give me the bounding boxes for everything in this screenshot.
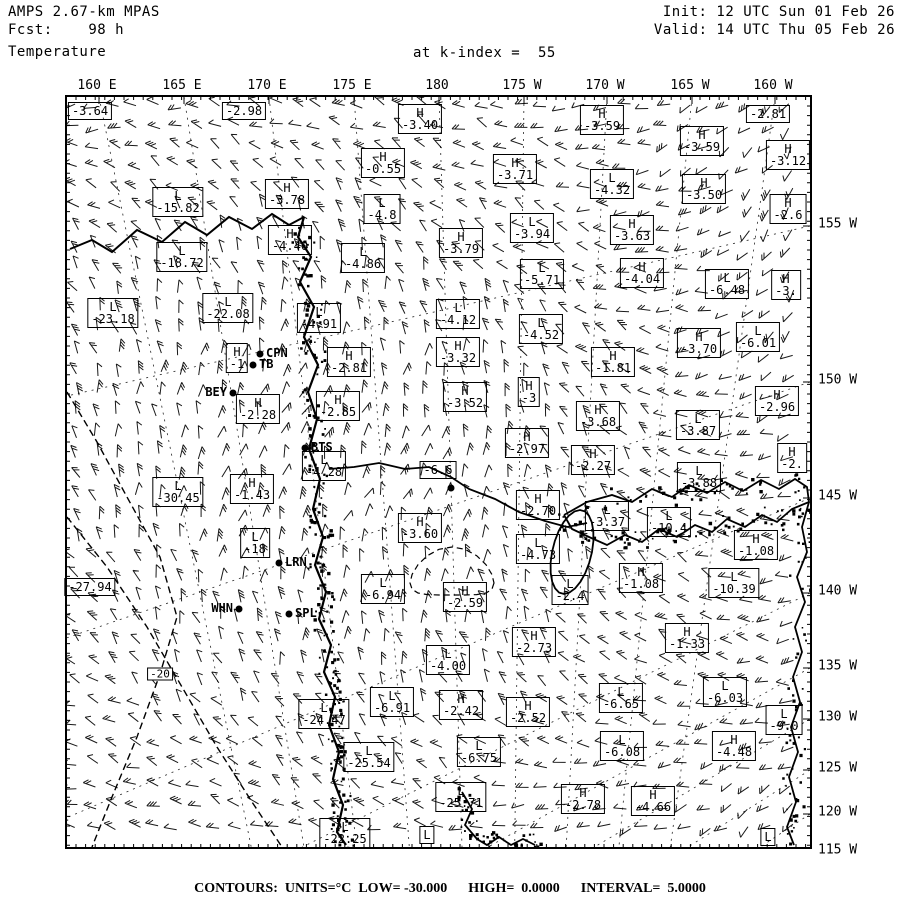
hl-marker-H-10 [265, 179, 309, 209]
marker-value: -2.85 [319, 405, 357, 419]
marker-letter: H [286, 227, 294, 241]
hl-marker-L-42 [676, 410, 720, 440]
hl-marker-H-60 [443, 582, 487, 612]
hl-marker-H-61 [619, 563, 663, 593]
hl-marker-H-32 [226, 343, 248, 373]
marker-letter: L [178, 244, 186, 258]
hl-marker-L-25 [87, 298, 138, 328]
hl-marker-L-75 [457, 737, 501, 767]
hl-marker-x-46 [420, 461, 457, 479]
hl-marker-L-29 [519, 314, 563, 344]
hl-marker-H-35 [591, 347, 635, 377]
marker-value: -3.78 [268, 193, 306, 207]
marker-value: -10.4 [650, 521, 688, 535]
marker-letter: H [638, 260, 646, 274]
marker-letter: L [754, 324, 762, 338]
marker-value: -6.91 [373, 701, 411, 715]
marker-value: -6.94 [364, 588, 402, 602]
top-axis-label-6: 170 W [585, 78, 625, 93]
hl-marker-H-13 [682, 174, 726, 204]
model-title: AMPS 2.67-km MPAS [8, 4, 160, 20]
hl-marker-H-79 [561, 784, 605, 814]
contour-info-line: CONTOURS: UNITS=°C LOW= -30.000 HIGH= 0.0000 INTERVAL= 5.0000 [194, 881, 706, 896]
marker-value: -1.43 [233, 488, 271, 502]
station-dot-7 [448, 485, 455, 492]
hl-marker-L-66 [426, 645, 470, 675]
marker-value: -3.87 [679, 424, 717, 438]
marker-value: -2.42 [442, 704, 480, 718]
marker-letter: L [665, 509, 673, 523]
marker-letter: L [365, 744, 373, 758]
marker-value: -18.72 [160, 256, 204, 270]
marker-value: -3.52 [446, 396, 484, 410]
top-axis-label-0: 160 E [77, 78, 117, 93]
station-label-BTS: BTS [311, 440, 333, 454]
marker-value: -3.50 [685, 188, 723, 202]
right-axis-label-5: 130 W [818, 709, 858, 725]
station-dot-WHN [236, 606, 243, 613]
marker-value: -1.81 [594, 361, 632, 375]
top-axis-label-4: 180 [425, 78, 449, 93]
marker-value: -3.40 [401, 118, 439, 132]
marker-value: -3. [775, 284, 797, 298]
marker-value: -22.08 [206, 307, 250, 321]
hl-marker-L-72 [766, 705, 803, 735]
marker-letter: H [530, 629, 538, 643]
marker-letter: L [528, 215, 536, 229]
marker-letter: L [174, 189, 182, 203]
hl-marker-H-2 [398, 104, 442, 134]
marker-value: -25.54 [347, 756, 391, 770]
hl-marker-L-78 [435, 782, 486, 812]
marker-letter: H [788, 445, 796, 459]
hl-marker-H-24 [771, 270, 801, 300]
field-name: Temperature [8, 44, 107, 60]
hl-marker-H-5 [680, 126, 724, 156]
right-axis-label-0: 155 W [818, 216, 858, 232]
hl-marker-L-31 [736, 322, 780, 352]
hl-marker-L-12 [590, 169, 634, 199]
hl-marker-L-45 [302, 451, 346, 481]
marker-letter: H [773, 388, 781, 402]
hl-marker-L-17 [341, 243, 385, 273]
station-dot-LRN [276, 560, 283, 567]
right-axis-label-3: 140 W [818, 583, 858, 599]
marker-value: -1.08 [737, 544, 775, 558]
right-axis-label-1: 150 W [818, 372, 858, 388]
hl-marker-H-39 [236, 394, 280, 424]
marker-letter: H [784, 142, 792, 156]
marker-value: -4.8 [367, 208, 397, 222]
marker-value: -4.91 [300, 317, 338, 331]
marker-value: -4.66 [634, 800, 672, 814]
marker-value: -2.6 [773, 208, 803, 222]
marker-value: -1.08 [622, 577, 660, 591]
marker-value: -3.79 [442, 242, 480, 256]
contour-label-0: -20 [147, 668, 173, 681]
right-axis-label-7: 120 W [818, 804, 858, 820]
marker-value: -2.28 [239, 408, 277, 422]
marker-letter: H [254, 396, 262, 410]
map-plot-area [65, 95, 812, 849]
marker-value: -3.59 [683, 140, 721, 154]
top-axis-label-2: 170 E [247, 78, 287, 93]
station-label-TB: TB [259, 357, 274, 371]
marker-value: -25.71 [439, 796, 483, 810]
marker-value: -3.71 [496, 168, 534, 182]
hl-marker-L-9 [152, 187, 203, 217]
marker-letter: L [174, 479, 182, 493]
marker-letter: L [454, 301, 462, 315]
hl-marker-L-16 [156, 242, 207, 272]
hl-marker-H-68 [439, 690, 483, 720]
hl-marker-x-0 [68, 102, 112, 120]
marker-letter: L [721, 679, 729, 693]
hl-marker-H-37 [443, 382, 487, 412]
marker-value: -3.64 [71, 104, 109, 118]
marker-letter: H [334, 393, 342, 407]
marker-value: -2.52 [509, 711, 547, 725]
hl-marker-L-47 [677, 462, 721, 492]
hl-marker-H-38 [518, 377, 540, 407]
marker-value: -4.48 [715, 745, 753, 759]
hl-marker-H-41 [576, 401, 620, 431]
right-axis-label-6: 125 W [818, 760, 858, 776]
right-axis-label-4: 135 W [818, 658, 858, 674]
marker-letter: H [524, 699, 532, 713]
marker-value: -4.28 [305, 465, 343, 479]
marker-value: -1.33 [668, 637, 706, 651]
marker-letter: H [695, 330, 703, 344]
hl-marker-H-22 [620, 258, 664, 288]
marker-value: -1 [229, 357, 245, 371]
station-dot-TB [250, 362, 257, 369]
station-label-SPL: SPL [295, 606, 317, 620]
marker-value: -4.40 [271, 239, 309, 253]
marker-letter: L [695, 464, 703, 478]
marker-letter: H [379, 150, 387, 164]
marker-value: -18 [244, 542, 266, 556]
marker-letter: L [224, 295, 232, 309]
hl-marker-L-23 [705, 269, 749, 299]
marker-letter: H [461, 584, 469, 598]
hl-marker-L-19 [510, 213, 554, 243]
hl-marker-L-52 [585, 501, 629, 531]
hl-marker-L-11 [364, 194, 401, 224]
marker-letter: H [248, 476, 256, 490]
marker-letter: H [784, 196, 792, 210]
marker-value: -4.12 [439, 313, 477, 327]
marker-letter: H [628, 217, 636, 231]
marker-value: -0.55 [364, 162, 402, 176]
marker-value: -15.82 [156, 201, 200, 215]
marker-letter: H [637, 565, 645, 579]
level-label: at k-index = 55 [413, 45, 556, 61]
hl-marker-L-55 [240, 528, 270, 558]
marker-value: -10.39 [712, 582, 756, 596]
hl-marker-L-70 [599, 683, 643, 713]
marker-value: -6.08 [603, 745, 641, 759]
hl-marker-L-71 [703, 677, 747, 707]
hl-marker-L-73 [298, 699, 349, 729]
marker-letter: L [457, 784, 465, 798]
marker-letter: H [594, 403, 602, 417]
marker-letter: H [700, 176, 708, 190]
top-axis-label-8: 160 W [753, 78, 793, 93]
marker-letter: L [566, 577, 574, 591]
marker-value: -6.01 [739, 336, 777, 350]
hl-marker-H-30 [677, 328, 721, 358]
marker-value: -3.59 [583, 119, 621, 133]
marker-letter: L [608, 171, 616, 185]
marker-value: -4.00 [429, 659, 467, 673]
hl-marker-H-14 [770, 194, 807, 224]
marker-letter: L [315, 305, 323, 319]
marker-letter: L [603, 503, 611, 517]
marker-letter: L [341, 820, 349, 834]
hl-marker-H-15 [268, 225, 312, 255]
marker-value: -5.71 [523, 273, 561, 287]
hl-marker-x-63 [64, 578, 115, 596]
marker-letter: H [233, 345, 241, 359]
hl-marker-L-26 [202, 293, 253, 323]
marker-value: -22.25 [323, 832, 367, 846]
map-marker-layer [67, 97, 810, 847]
marker-letter: H [598, 107, 606, 121]
marker-letter: L [534, 536, 542, 550]
marker-letter: L [320, 701, 328, 715]
top-axis-label-7: 165 W [670, 78, 710, 93]
hl-marker-H-44 [571, 445, 615, 475]
marker-letter: H [649, 788, 657, 802]
forecast-hour: Fcst: 98 h [8, 22, 125, 38]
right-axis-label-8: 115 W [818, 842, 858, 858]
marker-value: -2.4 [555, 589, 585, 603]
marker-value: -6.75 [460, 751, 498, 765]
marker-value: -2.98 [225, 104, 263, 118]
marker-value: -2.27 [574, 459, 612, 473]
marker-value: -24.47 [302, 713, 346, 727]
marker-letter: H [523, 430, 531, 444]
marker-letter: H [730, 733, 738, 747]
hl-marker-H-18 [439, 228, 483, 258]
marker-letter: H [457, 692, 465, 706]
hl-marker-H-51 [516, 490, 560, 520]
hl-marker-L-76 [600, 731, 644, 761]
hl-marker-L-56 [516, 534, 560, 564]
marker-letter: L [378, 196, 386, 210]
station-dot-SPL [286, 611, 293, 618]
marker-letter: H [609, 349, 617, 363]
marker-value: -30.45 [156, 491, 200, 505]
marker-letter: L [730, 570, 738, 584]
marker-value: -6.03 [706, 691, 744, 705]
marker-value: -2.81 [749, 107, 787, 121]
marker-letter: H [416, 106, 424, 120]
marker-value: -4.04 [623, 272, 661, 286]
hl-marker-H-57 [734, 530, 778, 560]
hl-marker-H-40 [755, 386, 799, 416]
marker-value: -9.0 [769, 719, 799, 733]
hl-marker-L-27 [297, 303, 341, 333]
hl-marker-H-65 [665, 623, 709, 653]
marker-value: -3.68 [579, 415, 617, 429]
marker-letter: H [698, 128, 706, 142]
marker-letter: H [511, 156, 519, 170]
hl-marker-H-48 [777, 443, 807, 473]
marker-letter: L [388, 689, 396, 703]
marker-value: -3.32 [439, 351, 477, 365]
hl-marker-L-81 [319, 818, 370, 848]
marker-letter: L [694, 412, 702, 426]
marker-value: -3.37 [588, 515, 626, 529]
marker-value: -2.78 [564, 798, 602, 812]
marker-letter: L [359, 245, 367, 259]
marker-letter: L [444, 647, 452, 661]
marker-value: -2.59 [446, 596, 484, 610]
marker-value: -3.60 [401, 527, 439, 541]
marker-letter: H [683, 625, 691, 639]
top-axis-label-3: 175 E [332, 78, 372, 93]
station-label-LRN: LRN [285, 555, 307, 569]
marker-value: -3.70 [680, 342, 718, 356]
hl-marker-L-49 [152, 477, 203, 507]
station-label-WHN: WHN [211, 601, 233, 615]
marker-value: -4.32 [593, 183, 631, 197]
marker-letter: H [579, 786, 587, 800]
marker-letter: L [109, 300, 117, 314]
hl-marker-L-21 [520, 259, 564, 289]
hl-marker-L-67 [370, 687, 414, 717]
marker-letter: L [320, 453, 328, 467]
marker-value: -23.18 [91, 312, 135, 326]
marker-value: -27.94 [68, 580, 112, 594]
top-axis-label-5: 175 W [502, 78, 542, 93]
hl-marker-H-54 [398, 513, 442, 543]
hl-marker-H-80 [631, 786, 675, 816]
marker-letter: H [416, 515, 424, 529]
hl-marker-H-36 [316, 391, 360, 421]
marker-letter: L [423, 828, 431, 842]
marker-letter: H [782, 272, 790, 286]
marker-letter: H [454, 339, 462, 353]
hl-marker-H-69 [506, 697, 550, 727]
hl-marker-H-20 [610, 215, 654, 245]
marker-letter: L [475, 739, 483, 753]
hl-marker-H-33 [327, 347, 371, 377]
marker-value: -4.73 [519, 548, 557, 562]
station-label-BEY: BEY [205, 385, 227, 399]
valid-time: Valid: 14 UTC Thu 05 Feb 26 [653, 22, 895, 38]
marker-value: -3.12 [769, 154, 807, 168]
marker-letter: L [538, 261, 546, 275]
hl-marker-L-59 [361, 574, 405, 604]
marker-letter: L [537, 316, 545, 330]
marker-value: -2.96 [758, 400, 796, 414]
hl-marker-H-77 [712, 731, 756, 761]
marker-value: -6.65 [602, 697, 640, 711]
marker-value: -2. [781, 457, 803, 471]
marker-value: -2.81 [330, 361, 368, 375]
marker-letter: H [345, 349, 353, 363]
marker-value: -6.6 [423, 463, 453, 477]
hl-marker-H-8 [493, 154, 537, 184]
init-time: Init: 12 UTC Sun 01 Feb 26 [662, 4, 895, 20]
hl-marker-H-6 [766, 140, 810, 170]
marker-value: -2.70 [519, 504, 557, 518]
marker-letter: L [379, 576, 387, 590]
station-label-CPN: CPN [266, 346, 288, 360]
marker-letter: L [780, 707, 788, 721]
marker-value: -3.88 [680, 476, 718, 490]
hl-marker-L-82 [419, 826, 434, 844]
hl-marker-L-28 [436, 299, 480, 329]
station-dot-BTS [302, 445, 309, 452]
marker-letter: H [461, 384, 469, 398]
marker-value: -2.73 [515, 641, 553, 655]
hl-marker-H-7 [361, 148, 405, 178]
hl-marker-x-1 [222, 102, 266, 120]
marker-letter: H [752, 532, 760, 546]
marker-letter: H [534, 492, 542, 506]
marker-letter: H [525, 379, 533, 393]
top-axis-label-1: 165 E [162, 78, 202, 93]
hl-marker-H-34 [436, 337, 480, 367]
hl-marker-L-53 [647, 507, 691, 537]
hl-marker-L-58 [552, 575, 589, 605]
marker-letter: L [723, 271, 731, 285]
hl-marker-H-50 [230, 474, 274, 504]
marker-value: -2.97 [508, 442, 546, 456]
marker-value: -3.63 [613, 229, 651, 243]
hl-marker-H-3 [580, 105, 624, 135]
marker-letter: H [589, 447, 597, 461]
marker-letter: L [617, 685, 625, 699]
marker-letter: L [618, 733, 626, 747]
marker-value: -6.48 [708, 283, 746, 297]
hl-marker-H-64 [512, 627, 556, 657]
right-axis-label-2: 145 W [818, 488, 858, 504]
marker-letter: H [283, 181, 291, 195]
station-dot-BEY [230, 390, 237, 397]
marker-letter: L [251, 530, 259, 544]
marker-value: -4.52 [522, 328, 560, 342]
hl-marker-L-74 [343, 742, 394, 772]
marker-value: -3.94 [513, 227, 551, 241]
marker-value: -3 [521, 391, 537, 405]
hl-marker-L-62 [708, 568, 759, 598]
marker-letter: H [457, 230, 465, 244]
hl-marker-L-83 [760, 828, 775, 846]
marker-letter: L [764, 830, 772, 844]
marker-value: -4.86 [344, 257, 382, 271]
hl-marker-x-4 [746, 105, 790, 123]
hl-marker-H-43 [505, 428, 549, 458]
